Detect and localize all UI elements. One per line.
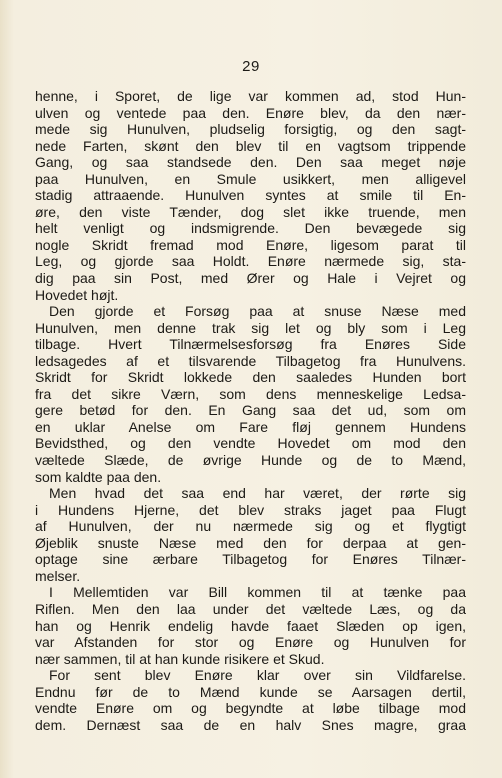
- text-line: nogle Skridt fremad mod Enøre, ligesom parat til: [35, 236, 466, 253]
- text-line: ulven og ventede paa den. Enøre blev, da den nær-: [35, 104, 466, 121]
- text-line: Bevidsthed, og den vendte Hovedet om mod den: [35, 435, 466, 452]
- text-line: væltede Slæde, de øvrige Hunde og de to Mænd,: [35, 452, 466, 469]
- text-line: melser.: [35, 567, 81, 584]
- text-line: optage sine ærbare Tilbagetog for Enøres Tilnær-: [35, 551, 466, 568]
- text-line: stadig attraaende. Hunulven syntes at smile til En-: [35, 187, 466, 204]
- text-line: nede Farten, skønt den blev til en vagtsom trippende: [35, 137, 466, 154]
- text-line: nær sammen, til at han kunde risikere et Skud.: [35, 650, 325, 667]
- text-line: Men hvad det saa end har været, der rørte sig: [49, 485, 466, 502]
- text-line: vendte Enøre om og begyndte at løbe tilbage mod: [35, 700, 466, 717]
- text-line: Endnu før de to Mænd kunde se Aarsagen dertil,: [35, 683, 466, 700]
- text-line: helt venligt og indsmigrende. Den bevægede sig: [35, 220, 466, 237]
- text-line: Øjeblik snuste Næse med den for derpaa at gen-: [35, 534, 466, 551]
- text-line: ledsagedes af et tilsvarende Tilbagetog fra Hunulvens.: [35, 352, 466, 369]
- text-line: mede sig Hunulven, pludselig forsigtig, og den sagt-: [35, 121, 466, 138]
- text-line: fra det sikre Værn, som dens menneskelige Ledsa-: [35, 385, 466, 402]
- text-line: dig paa sin Post, med Ører og Hale i Vejret og: [35, 270, 466, 287]
- text-line: I Mellemtiden var Bill kommen til at tænke paa: [49, 584, 466, 601]
- text-line: Hovedet højt.: [35, 286, 119, 303]
- text-line: i Hundens Hjerne, det blev straks jaget paa Flugt: [35, 501, 466, 518]
- text-line: som kaldte paa den.: [35, 468, 162, 485]
- text-line: øre, den viste Tænder, dog slet ikke truende, men: [35, 203, 466, 220]
- text-line: dem. Dernæst saa de en halv Snes magre, graa: [35, 716, 466, 733]
- text-line: paa Hunulven, en Smule usikkert, men alligevel: [35, 170, 466, 187]
- text-line: Riflen. Men den laa under det væltede Læs, og da: [35, 600, 466, 617]
- text-line: henne, i Sporet, de lige var kommen ad, stod Hun-: [35, 88, 466, 104]
- body-text: [35, 88, 466, 733]
- text-line: han og Henrik endelig havde faaet Slæden op igen,: [35, 617, 466, 634]
- text-line: Den gjorde et Forsøg paa at snuse Næse med: [49, 303, 466, 320]
- text-line: en uklar Anelse om Fare fløj gennem Hundens: [35, 418, 466, 435]
- text-line: For sent blev Enøre klar over sin Vildfarelse.: [49, 667, 466, 684]
- page-number: 29: [242, 58, 260, 75]
- text-line: Gang, og saa standsede den. Den saa meget nøje: [35, 154, 466, 171]
- text-line: Hunulven, men denne trak sig let og bly som i Leg: [35, 319, 466, 336]
- text-line: tilbage. Hvert Tilnærmelsesforsøg fra Enøres Side: [35, 336, 466, 353]
- text-line: var Afstanden for stor og Enøre og Hunulven for: [35, 634, 466, 651]
- text-line: Skridt for Skridt lokkede den saaledes Hunden bort: [35, 369, 466, 386]
- text-line: Leg, og gjorde saa Holdt. Enøre nærmede sig, sta-: [35, 253, 466, 270]
- text-line: af Hunulven, der nu nærmede sig og et flygtigt: [35, 518, 466, 535]
- text-line: gere betød for den. En Gang saa det ud, som om: [35, 402, 466, 419]
